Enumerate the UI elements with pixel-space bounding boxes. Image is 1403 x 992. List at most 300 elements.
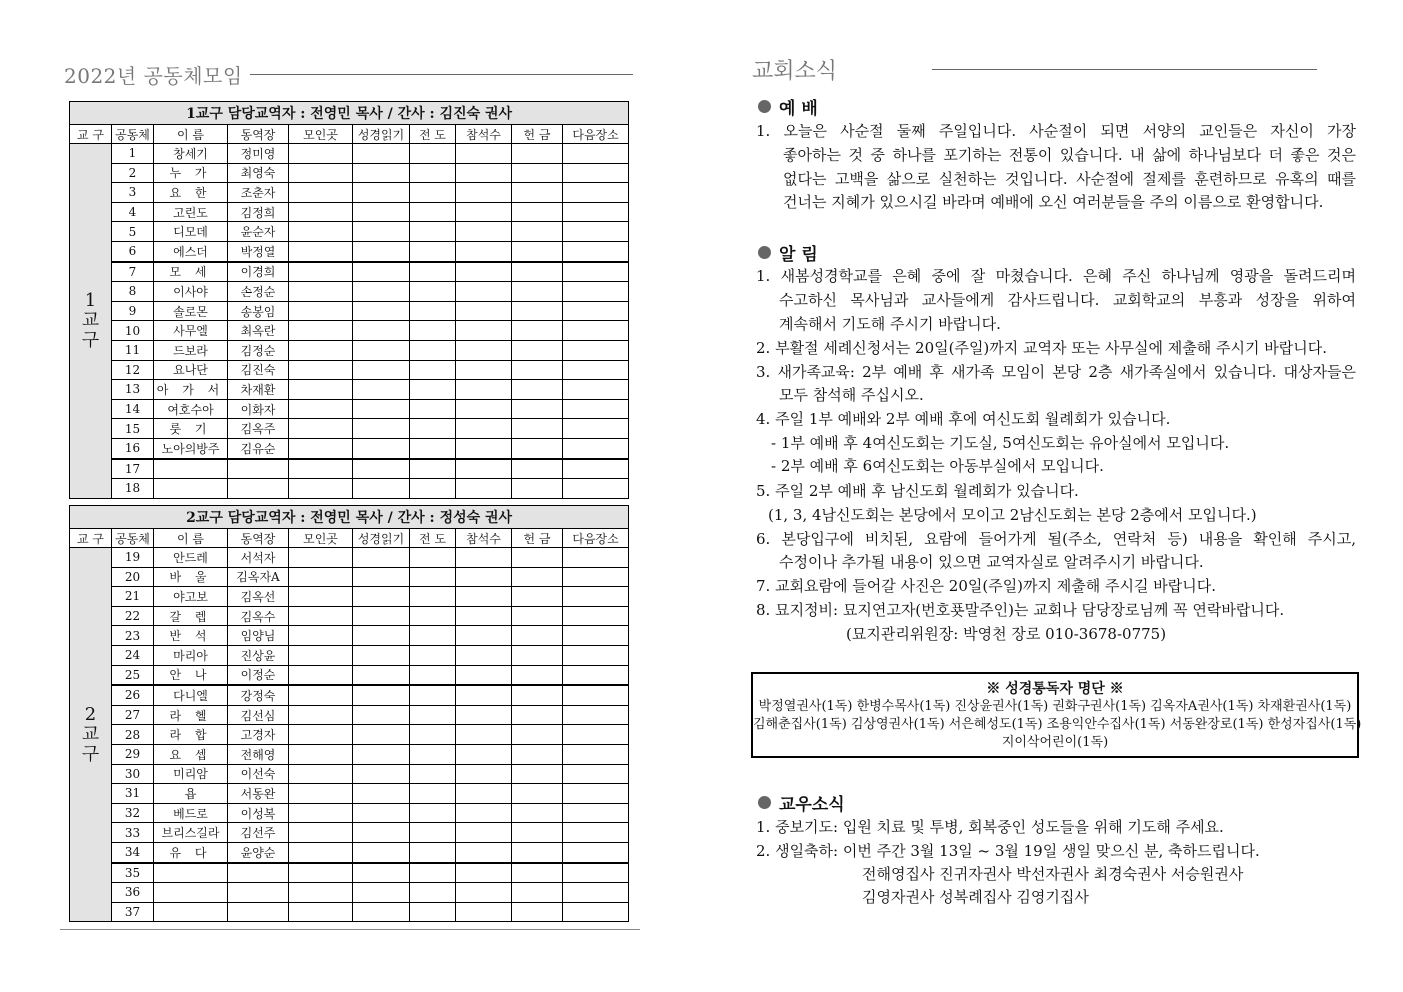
blank-cell[interactable] bbox=[456, 241, 512, 261]
blank-cell[interactable] bbox=[512, 606, 563, 626]
blank-cell[interactable] bbox=[410, 744, 456, 764]
group-name: 마리아 bbox=[154, 645, 228, 665]
notice-line-2: 수고하신 목사님과 교사들에게 감사드립니다. 교회학교의 부흥과 성장을 위하여 bbox=[779, 291, 1356, 309]
blank-cell[interactable] bbox=[410, 784, 456, 804]
blank-cell[interactable] bbox=[456, 399, 512, 419]
blank-cell[interactable] bbox=[456, 705, 512, 725]
blank-cell[interactable] bbox=[410, 262, 456, 282]
blank-cell[interactable] bbox=[353, 399, 410, 419]
blank-cell[interactable] bbox=[410, 823, 456, 843]
group-name: 브리스길라 bbox=[154, 823, 228, 843]
blank-cell[interactable] bbox=[289, 685, 353, 705]
blank-cell[interactable] bbox=[512, 419, 563, 439]
blank-cell[interactable] bbox=[456, 823, 512, 843]
group-number: 6 bbox=[112, 241, 154, 261]
blank-cell[interactable] bbox=[512, 459, 563, 479]
blank-cell[interactable] bbox=[289, 863, 353, 883]
blank-cell[interactable] bbox=[456, 163, 512, 183]
blank-cell[interactable] bbox=[410, 883, 456, 903]
blank-cell[interactable] bbox=[353, 823, 410, 843]
blank-cell[interactable] bbox=[410, 144, 456, 164]
blank-cell[interactable] bbox=[353, 144, 410, 164]
blank-cell[interactable] bbox=[456, 764, 512, 784]
blank-cell[interactable] bbox=[353, 587, 410, 607]
blank-cell[interactable] bbox=[512, 282, 563, 302]
blank-cell[interactable] bbox=[353, 340, 410, 360]
group-name: 욥 bbox=[154, 784, 228, 804]
blank-cell[interactable] bbox=[563, 744, 629, 764]
blank-cell[interactable] bbox=[353, 360, 410, 380]
table-row bbox=[70, 301, 629, 321]
column-header: 공동체 bbox=[112, 125, 154, 144]
group-leader: 최옥란 bbox=[228, 321, 289, 341]
column-header: 모인곳 bbox=[289, 125, 353, 144]
group-number: 26 bbox=[112, 685, 154, 705]
blank-cell[interactable] bbox=[289, 883, 353, 903]
group-name: 창세기 bbox=[154, 144, 228, 164]
blank-cell[interactable] bbox=[563, 222, 629, 242]
blank-cell[interactable] bbox=[563, 685, 629, 705]
blank-cell[interactable] bbox=[353, 902, 410, 922]
blank-cell[interactable] bbox=[563, 823, 629, 843]
blank-cell[interactable] bbox=[410, 438, 456, 458]
blank-cell[interactable] bbox=[289, 744, 353, 764]
blank-cell[interactable] bbox=[289, 803, 353, 823]
blank-cell[interactable] bbox=[410, 321, 456, 341]
blank-cell[interactable] bbox=[289, 144, 353, 164]
blank-cell[interactable] bbox=[512, 764, 563, 784]
group-number: 29 bbox=[112, 744, 154, 764]
blank-cell[interactable] bbox=[512, 842, 563, 862]
blank-cell[interactable] bbox=[289, 262, 353, 282]
group-name: 솔로몬 bbox=[154, 301, 228, 321]
blank-cell[interactable] bbox=[512, 479, 563, 499]
blank-cell[interactable] bbox=[456, 438, 512, 458]
blank-cell[interactable] bbox=[353, 883, 410, 903]
table-row bbox=[70, 863, 629, 883]
blank-cell[interactable] bbox=[563, 321, 629, 341]
worship-heading bbox=[758, 94, 818, 119]
blank-cell[interactable] bbox=[456, 606, 512, 626]
blank-cell[interactable] bbox=[410, 419, 456, 439]
group-name bbox=[154, 863, 228, 883]
group-leader: 김옥자A bbox=[228, 567, 289, 587]
worship-line-3: 없다는 고백을 삶으로 실천하는 것입니다. 사순절에 절제를 훈련하므로 유혹의 때를 bbox=[783, 170, 1356, 188]
table-row bbox=[70, 360, 629, 380]
group-name: 베드로 bbox=[154, 803, 228, 823]
blank-cell[interactable] bbox=[410, 764, 456, 784]
group-leader: 정미영 bbox=[228, 144, 289, 164]
blank-cell[interactable] bbox=[353, 479, 410, 499]
column-header: 다음장소 bbox=[563, 125, 629, 144]
blank-cell[interactable] bbox=[353, 665, 410, 685]
blank-cell[interactable] bbox=[289, 823, 353, 843]
blank-cell[interactable] bbox=[456, 419, 512, 439]
blank-cell[interactable] bbox=[289, 705, 353, 725]
group-number: 18 bbox=[112, 479, 154, 499]
left-bottom-rule bbox=[60, 929, 640, 930]
group-leader: 이성복 bbox=[228, 803, 289, 823]
blank-cell[interactable] bbox=[456, 202, 512, 222]
bible-box-line-2: 김해춘집사(1독) 김상영권사(1독) 서은혜성도(1독) 조용익안수집사(1독) 서동완장로(1독) 한성자집사(1독) bbox=[753, 717, 1362, 732]
blank-cell[interactable] bbox=[563, 705, 629, 725]
blank-cell[interactable] bbox=[563, 438, 629, 458]
blank-cell[interactable] bbox=[353, 626, 410, 646]
blank-cell[interactable] bbox=[353, 764, 410, 784]
blank-cell[interactable] bbox=[563, 784, 629, 804]
group-leader: 윤순자 bbox=[228, 222, 289, 242]
blank-cell[interactable] bbox=[456, 262, 512, 282]
blank-cell[interactable] bbox=[456, 863, 512, 883]
blank-cell[interactable] bbox=[410, 301, 456, 321]
worship-line-2: 좋아하는 것 중 하나를 포기하는 전통이 있습니다. 내 삶에 하나님보다 더 좋은 것은 bbox=[783, 146, 1356, 164]
group-name bbox=[154, 479, 228, 499]
blank-cell[interactable] bbox=[563, 883, 629, 903]
notice-line-11: (1, 3, 4남신도회는 본당에서 모이고 2남신도회는 본당 2층에서 모입니다.) bbox=[768, 506, 1257, 524]
blank-cell[interactable] bbox=[563, 144, 629, 164]
blank-cell[interactable] bbox=[563, 163, 629, 183]
blank-cell[interactable] bbox=[456, 645, 512, 665]
blank-cell[interactable] bbox=[410, 163, 456, 183]
blank-cell[interactable] bbox=[512, 803, 563, 823]
blank-cell[interactable] bbox=[289, 587, 353, 607]
group-leader: 김옥주 bbox=[228, 419, 289, 439]
blank-cell[interactable] bbox=[410, 360, 456, 380]
blank-cell[interactable] bbox=[289, 399, 353, 419]
group-leader: 김진숙 bbox=[228, 360, 289, 380]
column-header-row bbox=[70, 125, 629, 144]
blank-cell[interactable] bbox=[512, 360, 563, 380]
column-header: 헌 금 bbox=[512, 125, 563, 144]
blank-cell[interactable] bbox=[289, 241, 353, 261]
blank-cell[interactable] bbox=[289, 202, 353, 222]
blank-cell[interactable] bbox=[456, 340, 512, 360]
table-row bbox=[70, 606, 629, 626]
blank-cell[interactable] bbox=[289, 725, 353, 745]
worship-heading-text: 예 배 bbox=[779, 99, 818, 119]
blank-cell[interactable] bbox=[410, 626, 456, 646]
blank-cell[interactable] bbox=[410, 241, 456, 261]
blank-cell[interactable] bbox=[456, 380, 512, 400]
blank-cell[interactable] bbox=[563, 863, 629, 883]
blank-cell[interactable] bbox=[512, 823, 563, 843]
blank-cell[interactable] bbox=[512, 626, 563, 646]
blank-cell[interactable] bbox=[410, 863, 456, 883]
blank-cell[interactable] bbox=[289, 567, 353, 587]
blank-cell[interactable] bbox=[410, 548, 456, 568]
blank-cell[interactable] bbox=[353, 863, 410, 883]
blank-cell[interactable] bbox=[410, 222, 456, 242]
blank-cell[interactable] bbox=[353, 548, 410, 568]
blank-cell[interactable] bbox=[353, 438, 410, 458]
blank-cell[interactable] bbox=[289, 548, 353, 568]
blank-cell[interactable] bbox=[512, 883, 563, 903]
group-name: 요나단 bbox=[154, 360, 228, 380]
blank-cell[interactable] bbox=[456, 587, 512, 607]
blank-cell[interactable] bbox=[289, 842, 353, 862]
blank-cell[interactable] bbox=[563, 360, 629, 380]
group-number: 1 bbox=[112, 144, 154, 164]
blank-cell[interactable] bbox=[563, 764, 629, 784]
group-name: 라 헬 bbox=[154, 705, 228, 725]
blank-cell[interactable] bbox=[353, 744, 410, 764]
blank-cell[interactable] bbox=[456, 183, 512, 203]
blank-cell[interactable] bbox=[563, 380, 629, 400]
blank-cell[interactable] bbox=[410, 202, 456, 222]
notice-line-7: 4. 주일 1부 예배와 2부 예배 후에 여신도회 월례회가 있습니다. bbox=[756, 410, 1171, 428]
blank-cell[interactable] bbox=[456, 360, 512, 380]
blank-cell[interactable] bbox=[289, 321, 353, 341]
blank-cell[interactable] bbox=[512, 548, 563, 568]
blank-cell[interactable] bbox=[512, 262, 563, 282]
blank-cell[interactable] bbox=[456, 222, 512, 242]
blank-cell[interactable] bbox=[353, 685, 410, 705]
blank-cell[interactable] bbox=[512, 222, 563, 242]
blank-cell[interactable] bbox=[289, 419, 353, 439]
blank-cell[interactable] bbox=[563, 902, 629, 922]
blank-cell[interactable] bbox=[512, 380, 563, 400]
blank-cell[interactable] bbox=[353, 567, 410, 587]
blank-cell[interactable] bbox=[289, 380, 353, 400]
blank-cell[interactable] bbox=[512, 144, 563, 164]
table-row bbox=[70, 567, 629, 587]
blank-cell[interactable] bbox=[456, 144, 512, 164]
blank-cell[interactable] bbox=[289, 459, 353, 479]
blank-cell[interactable] bbox=[353, 784, 410, 804]
blank-cell[interactable] bbox=[410, 567, 456, 587]
blank-cell[interactable] bbox=[456, 803, 512, 823]
district-header-row bbox=[70, 102, 629, 125]
blank-cell[interactable] bbox=[512, 241, 563, 261]
blank-cell[interactable] bbox=[410, 380, 456, 400]
notice-line-6: 모두 참석해 주십시오. bbox=[779, 386, 924, 404]
blank-cell[interactable] bbox=[410, 606, 456, 626]
group-number: 3 bbox=[112, 183, 154, 203]
blank-cell[interactable] bbox=[563, 803, 629, 823]
table-row bbox=[70, 665, 629, 685]
blank-cell[interactable] bbox=[353, 645, 410, 665]
blank-cell[interactable] bbox=[563, 665, 629, 685]
blank-cell[interactable] bbox=[512, 587, 563, 607]
table-row bbox=[70, 479, 629, 499]
bible-box-title: ※ 성경통독자 명단 ※ bbox=[986, 681, 1124, 697]
group-leader: 박정열 bbox=[228, 241, 289, 261]
column-header: 이 름 bbox=[154, 529, 228, 548]
blank-cell[interactable] bbox=[353, 380, 410, 400]
blank-cell[interactable] bbox=[456, 685, 512, 705]
blank-cell[interactable] bbox=[563, 645, 629, 665]
blank-cell[interactable] bbox=[512, 340, 563, 360]
blank-cell[interactable] bbox=[512, 163, 563, 183]
blank-cell[interactable] bbox=[512, 744, 563, 764]
blank-cell[interactable] bbox=[289, 784, 353, 804]
blank-cell[interactable] bbox=[512, 784, 563, 804]
blank-cell[interactable] bbox=[512, 902, 563, 922]
blank-cell[interactable] bbox=[289, 902, 353, 922]
group-number: 22 bbox=[112, 606, 154, 626]
blank-cell[interactable] bbox=[456, 665, 512, 685]
table-row bbox=[70, 202, 629, 222]
table-row bbox=[70, 340, 629, 360]
blank-cell[interactable] bbox=[289, 340, 353, 360]
group-leader: 이화자 bbox=[228, 399, 289, 419]
blank-cell[interactable] bbox=[410, 902, 456, 922]
blank-cell[interactable] bbox=[410, 282, 456, 302]
blank-cell[interactable] bbox=[289, 764, 353, 784]
column-header: 성경읽기 bbox=[353, 125, 410, 144]
blank-cell[interactable] bbox=[353, 241, 410, 261]
column-header: 동역장 bbox=[228, 529, 289, 548]
blank-cell[interactable] bbox=[563, 548, 629, 568]
notice-line-9: - 2부 예배 후 6여신도회는 아동부실에서 모입니다. bbox=[771, 457, 1104, 475]
blank-cell[interactable] bbox=[456, 301, 512, 321]
blank-cell[interactable] bbox=[353, 222, 410, 242]
blank-cell[interactable] bbox=[512, 665, 563, 685]
blank-cell[interactable] bbox=[512, 863, 563, 883]
blank-cell[interactable] bbox=[563, 262, 629, 282]
blank-cell[interactable] bbox=[289, 222, 353, 242]
blank-cell[interactable] bbox=[410, 685, 456, 705]
table-row bbox=[70, 144, 629, 164]
group-name: 반 석 bbox=[154, 626, 228, 646]
bible-reader-box bbox=[751, 672, 1362, 758]
blank-cell[interactable] bbox=[289, 665, 353, 685]
blank-cell[interactable] bbox=[563, 282, 629, 302]
blank-cell[interactable] bbox=[563, 567, 629, 587]
group-number: 19 bbox=[112, 548, 154, 568]
blank-cell[interactable] bbox=[410, 645, 456, 665]
blank-cell[interactable] bbox=[353, 842, 410, 862]
blank-cell[interactable] bbox=[353, 282, 410, 302]
blank-cell[interactable] bbox=[410, 705, 456, 725]
blank-cell[interactable] bbox=[563, 842, 629, 862]
blank-cell[interactable] bbox=[289, 183, 353, 203]
column-header: 교 구 bbox=[70, 529, 112, 548]
table-row bbox=[70, 803, 629, 823]
blank-cell[interactable] bbox=[512, 725, 563, 745]
blank-cell[interactable] bbox=[289, 438, 353, 458]
table-row bbox=[70, 282, 629, 302]
blank-cell[interactable] bbox=[410, 725, 456, 745]
blank-cell[interactable] bbox=[353, 321, 410, 341]
blank-cell[interactable] bbox=[563, 459, 629, 479]
blank-cell[interactable] bbox=[512, 301, 563, 321]
district1-table bbox=[69, 101, 629, 499]
blank-cell[interactable] bbox=[456, 459, 512, 479]
blank-cell[interactable] bbox=[512, 438, 563, 458]
table-row bbox=[70, 626, 629, 646]
blank-cell[interactable] bbox=[410, 665, 456, 685]
blank-cell[interactable] bbox=[353, 163, 410, 183]
group-leader bbox=[228, 883, 289, 903]
blank-cell[interactable] bbox=[353, 803, 410, 823]
table-row bbox=[70, 902, 629, 922]
blank-cell[interactable] bbox=[563, 340, 629, 360]
blank-cell[interactable] bbox=[512, 685, 563, 705]
blank-cell[interactable] bbox=[456, 626, 512, 646]
blank-cell[interactable] bbox=[563, 399, 629, 419]
blank-cell[interactable] bbox=[456, 842, 512, 862]
blank-cell[interactable] bbox=[410, 587, 456, 607]
blank-cell[interactable] bbox=[353, 202, 410, 222]
blank-cell[interactable] bbox=[456, 902, 512, 922]
group-number: 32 bbox=[112, 803, 154, 823]
blank-cell[interactable] bbox=[512, 183, 563, 203]
blank-cell[interactable] bbox=[563, 587, 629, 607]
blank-cell[interactable] bbox=[353, 419, 410, 439]
blank-cell[interactable] bbox=[512, 645, 563, 665]
blank-cell[interactable] bbox=[289, 282, 353, 302]
blank-cell[interactable] bbox=[353, 725, 410, 745]
group-name: 노아의방주 bbox=[154, 438, 228, 458]
blank-cell[interactable] bbox=[512, 705, 563, 725]
blank-cell[interactable] bbox=[410, 479, 456, 499]
blank-cell[interactable] bbox=[456, 883, 512, 903]
blank-cell[interactable] bbox=[563, 606, 629, 626]
blank-cell[interactable] bbox=[289, 301, 353, 321]
blank-cell[interactable] bbox=[512, 321, 563, 341]
blank-cell[interactable] bbox=[512, 202, 563, 222]
blank-cell[interactable] bbox=[353, 262, 410, 282]
blank-cell[interactable] bbox=[456, 725, 512, 745]
blank-cell[interactable] bbox=[410, 183, 456, 203]
blank-cell[interactable] bbox=[563, 479, 629, 499]
group-number: 25 bbox=[112, 665, 154, 685]
blank-cell[interactable] bbox=[563, 725, 629, 745]
blank-cell[interactable] bbox=[563, 241, 629, 261]
blank-cell[interactable] bbox=[289, 360, 353, 380]
blank-cell[interactable] bbox=[289, 606, 353, 626]
blank-cell[interactable] bbox=[456, 744, 512, 764]
blank-cell[interactable] bbox=[410, 459, 456, 479]
blank-cell[interactable] bbox=[353, 183, 410, 203]
blank-cell[interactable] bbox=[353, 606, 410, 626]
blank-cell[interactable] bbox=[456, 479, 512, 499]
group-name: 이사야 bbox=[154, 282, 228, 302]
blank-cell[interactable] bbox=[563, 626, 629, 646]
blank-cell[interactable] bbox=[512, 399, 563, 419]
blank-cell[interactable] bbox=[456, 567, 512, 587]
blank-cell[interactable] bbox=[410, 399, 456, 419]
blank-cell[interactable] bbox=[353, 301, 410, 321]
blank-cell[interactable] bbox=[289, 626, 353, 646]
table-row bbox=[70, 784, 629, 804]
blank-cell[interactable] bbox=[456, 321, 512, 341]
blank-cell[interactable] bbox=[456, 548, 512, 568]
blank-cell[interactable] bbox=[353, 705, 410, 725]
notice-heading bbox=[758, 240, 818, 265]
group-number: 20 bbox=[112, 567, 154, 587]
blank-cell[interactable] bbox=[410, 340, 456, 360]
column-header: 헌 금 bbox=[512, 529, 563, 548]
blank-cell[interactable] bbox=[563, 301, 629, 321]
blank-cell[interactable] bbox=[456, 282, 512, 302]
blank-cell[interactable] bbox=[563, 183, 629, 203]
blank-cell[interactable] bbox=[289, 163, 353, 183]
blank-cell[interactable] bbox=[289, 479, 353, 499]
table-row bbox=[70, 705, 629, 725]
blank-cell[interactable] bbox=[410, 803, 456, 823]
blank-cell[interactable] bbox=[563, 419, 629, 439]
blank-cell[interactable] bbox=[353, 459, 410, 479]
blank-cell[interactable] bbox=[410, 842, 456, 862]
blank-cell[interactable] bbox=[289, 645, 353, 665]
right-page-title: 교회소식 bbox=[752, 59, 838, 84]
group-number: 35 bbox=[112, 863, 154, 883]
blank-cell[interactable] bbox=[456, 784, 512, 804]
blank-cell[interactable] bbox=[512, 567, 563, 587]
blank-cell[interactable] bbox=[563, 202, 629, 222]
